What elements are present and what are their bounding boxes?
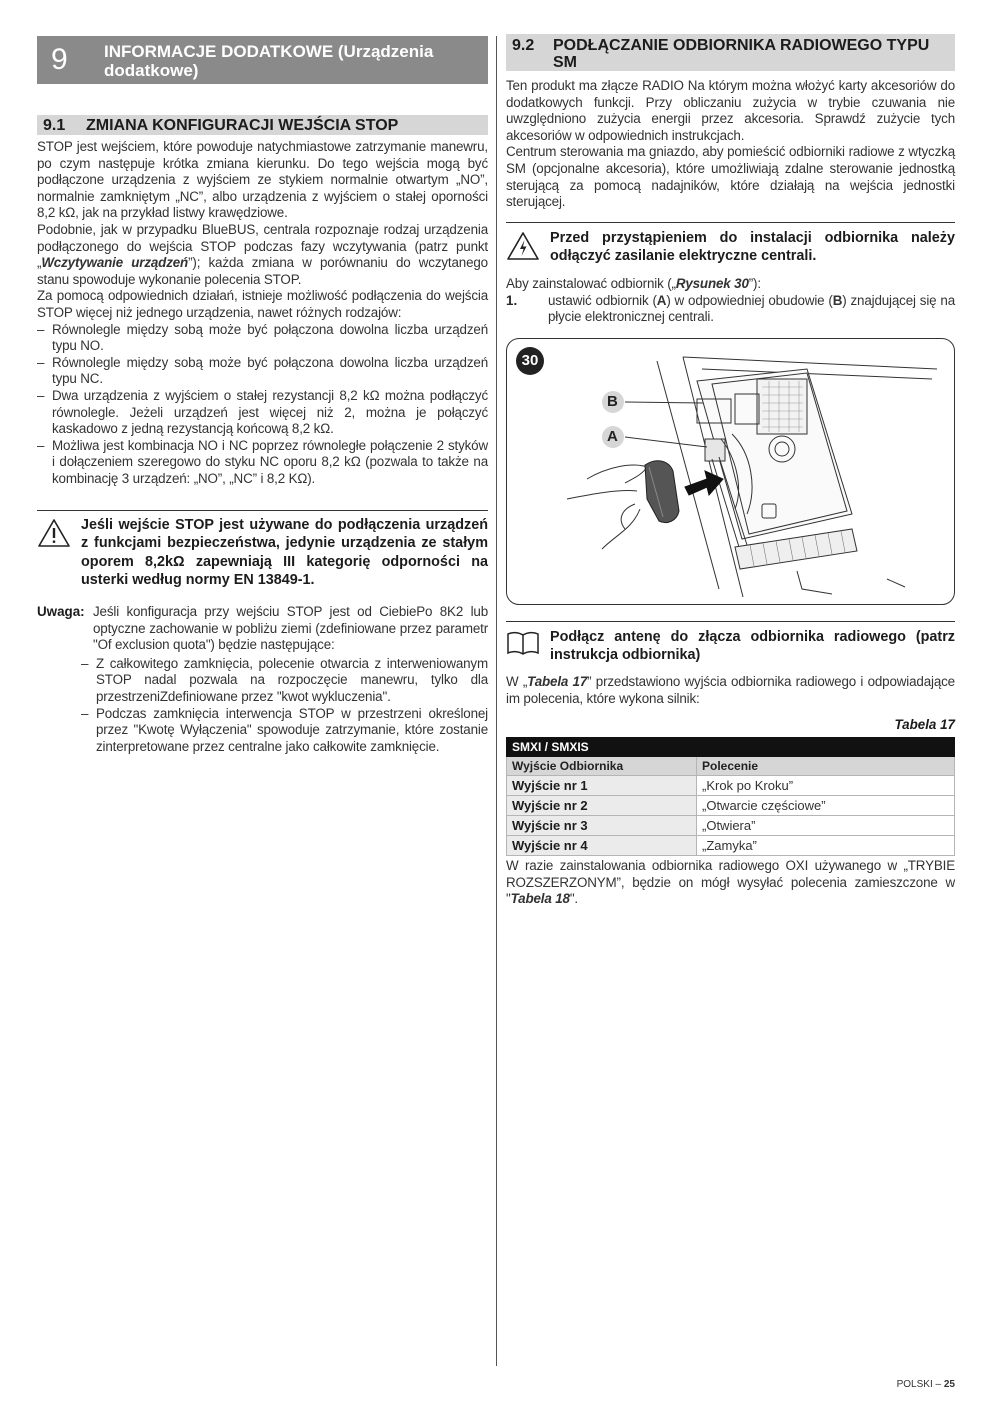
section-9-2-header (506, 34, 955, 71)
divider (506, 621, 955, 622)
list-item: – Dwa urządzenia z wyjściem o stałej rezystancji 8,2 kΩ można podłączyć równolegle. Jeżeli urządzeń jest więcej niż 2, można je połączyć kaskadowo z jedną rezystancją końcową 8,2 kΩ. (37, 387, 488, 437)
table-cell: Wyjście nr 2 (507, 796, 697, 816)
list-item: – Równolegle między sobą może być połączona dowolna liczba urządzeń typu NO. (37, 321, 488, 354)
table-group-header: SMXI / SMXIS (507, 738, 955, 757)
manual-book-icon (506, 630, 540, 661)
step-item (506, 293, 955, 326)
list-item: – Z całkowitego zamknięcia, polecenie otwarcia z interweniowanym STOP nadal pozwala na rozpoczęcie manewru, tylko dla przestrzeniZdefiniowane przez "kwot wykluczenia". (81, 655, 488, 704)
warning-text: Jeśli wejście STOP jest używane do podłączenia urządzeń z funkcjami bezpieczeństwa, jedynie urządzenia ze stałym oporem 8,2kΩ zapewniają III kategorię odporności na usterki według normy EN 13849-1. (81, 517, 488, 589)
list-item: – Możliwa jest kombinacja NO i NC poprzez równoległe połączenie 2 styków i dołączeniem szeregowo do styku NC oporu 8,2 kΩ (pozwala to także na kombinację 3 urządzeń: „NO”, „NC” i 8,2 KΩ). (37, 437, 488, 486)
table-cell: Wyjście nr 1 (507, 776, 697, 796)
section-9-1-header (37, 115, 488, 135)
table-cell: Wyjście nr 3 (507, 816, 697, 836)
figure-label-b: B (607, 393, 618, 410)
reference-link: Rysunek 30 (675, 276, 749, 291)
install-intro: Aby zainstalować odbiornik („Rysunek 30”): (506, 276, 761, 291)
warning-block (37, 516, 488, 590)
note-text: Jeśli konfiguracja przy wejściu STOP jest od CiebiePo 8K2 lub optyczne zachowanie w pobliżu ziemi (zdefiniowane przez parametr "Of exclusion quota") będzie następujące: (93, 604, 488, 653)
note-block (37, 604, 488, 755)
warning-text: Przed przystąpieniem do instalacji odbiornika należy odłączyć zasilanie elektryczne centrali. (550, 230, 955, 265)
manual-note-text: Podłącz antenę do złącza odbiornika radiowego (patrz instrukcja odbiornika) (550, 629, 955, 664)
receiver-outputs-table (506, 737, 955, 856)
step-number: 1. (506, 292, 518, 308)
column-header: Polecenie (697, 757, 955, 776)
table-cell: Wyjście nr 4 (507, 836, 697, 856)
antenna-note (506, 621, 955, 665)
paragraph: Ten produkt ma złącze RADIO Na którym można włożyć karty akcesoriów do dodatkowych funkcji. Przy obliczaniu zużycia w trybie czuwania nie uwzględniono zużycia energii przez akcesoria. Sprawdź zużycie tych akcesoriów w odpowiednich instrukcjach. (506, 78, 955, 143)
note-list (81, 656, 488, 756)
list-item: – Równolegle między sobą może być połączona dowolna liczba urządzeń typu NC. (37, 354, 488, 387)
paragraph: W „Tabela 17” przedstawiono wyjścia odbiornika radiowego i odpowiadające im polecenia, które wykona silnik: (506, 674, 955, 706)
section-9-1-body (37, 139, 488, 487)
power-warning (506, 222, 955, 266)
after-table (506, 858, 955, 908)
warning-block (506, 229, 955, 266)
paragraph: Centrum sterowania ma gniazdo, aby pomieścić odbiorniki radiowe z wtyczką SM (opcjonalne akcesoria), które umożliwiają zdalne sterowanie jednostką sterującą za pomocą nadajników, które działają na wejścia jednostki sterującej. (506, 144, 955, 210)
stop-warning (37, 510, 488, 590)
manual-note-block (506, 628, 955, 665)
reference-link: Tabela 17 (527, 674, 588, 689)
page-number: 25 (943, 1379, 955, 1390)
page-footer: POLSKI – 25 (896, 1379, 955, 1390)
note-label: Uwaga: (37, 604, 85, 619)
divider (37, 510, 488, 511)
table-17 (506, 737, 955, 856)
table-cell: „Krok po Kroku” (697, 776, 955, 796)
chapter-number: 9 (51, 43, 68, 76)
figure-number-badge: 30 (516, 347, 544, 375)
table-row (507, 796, 955, 816)
bullet-list (37, 322, 488, 488)
section-title: PODŁĄCZANIE ODBIORNIKA RADIOWEGO TYPU SM (553, 37, 930, 71)
section-number: 9.2 (512, 37, 535, 54)
paragraph: Za pomocą odpowiednich działań, istnieje możliwość podłączenia do wejścia STOP więcej niż jednego urządzenia, nawet różnych rodzajów: (37, 288, 488, 320)
section-9-2-body (506, 78, 955, 211)
figure-30 (506, 338, 955, 605)
list-item: – Podczas zamknięcia interwencja STOP w przestrzeni określonej przez "Kwotę Wyłączenia" spowoduje zatrzymanie, które zostanie zinterpretowane przez centralne jako całkowite zamknięcie. (81, 705, 488, 754)
table-row (507, 836, 955, 856)
table-cell: „Otwiera” (697, 816, 955, 836)
electric-warning-icon (506, 231, 540, 266)
reference-link: Tabela 18 (510, 891, 570, 907)
reference-link: Wczytywanie urządzeń (41, 255, 189, 271)
paragraph: STOP jest wejściem, które powoduje natychmiastowe zatrzymanie manewru, po czym następuje krótka zmiana kierunku. Do tego wejścia mogą być podłączone urządzenia z wyjściem ze stykiem normalnie otwartym „NO”, normalnie zamkniętym „NC”, albo urządzenia z wyjściem o stałej oporności 8,2 kΩ, jak na przykład listwy krawędziowe. (37, 139, 488, 221)
table-row (507, 776, 955, 796)
chapter-title: INFORMACJE DODATKOWE (Urządzenia dodatkowe) (104, 42, 434, 80)
paragraph: W razie zainstalowania odbiornika radiowego OXI używanego w „TRYBIE ROZSZERZONYM”, będzie on mógł wysyłać polecenia zamieszczone w "Tabela 18". (506, 858, 955, 907)
install-steps (506, 276, 955, 326)
table-caption: Tabela 17 (894, 717, 955, 732)
table-cell: „Zamyka” (697, 836, 955, 856)
chapter-header (37, 36, 488, 84)
section-number: 9.1 (43, 117, 66, 134)
figure-label-a: A (607, 428, 618, 445)
divider (506, 222, 955, 223)
section-title: ZMIANA KONFIGURACJI WEJŚCIA STOP (86, 117, 399, 134)
paragraph: Podobnie, jak w przypadku BlueBUS, centrala rozpoznaje rodzaj urządzenia podłączonego do wejścia STOP podczas fazy wczytywania (patrz punkt „Wczytywanie urządzeń”); każda zmiana w porównaniu do wczytanego stanu spowoduje wykonanie polecenia STOP. (37, 221, 488, 287)
table-intro (506, 674, 955, 707)
column-header: Wyjście Odbiornika (507, 757, 697, 776)
receiver-illustration (507, 339, 955, 605)
footer-language: POLSKI (896, 1379, 933, 1390)
warning-icon (37, 518, 71, 553)
table-cell: „Otwarcie częściowe” (697, 796, 955, 816)
column-divider (496, 36, 497, 1366)
step-text: ustawić odbiornik (A) w odpowiedniej obudowie (B) znajdującej się na płycie elektronicznej centrali. (548, 292, 955, 325)
table-row (507, 816, 955, 836)
